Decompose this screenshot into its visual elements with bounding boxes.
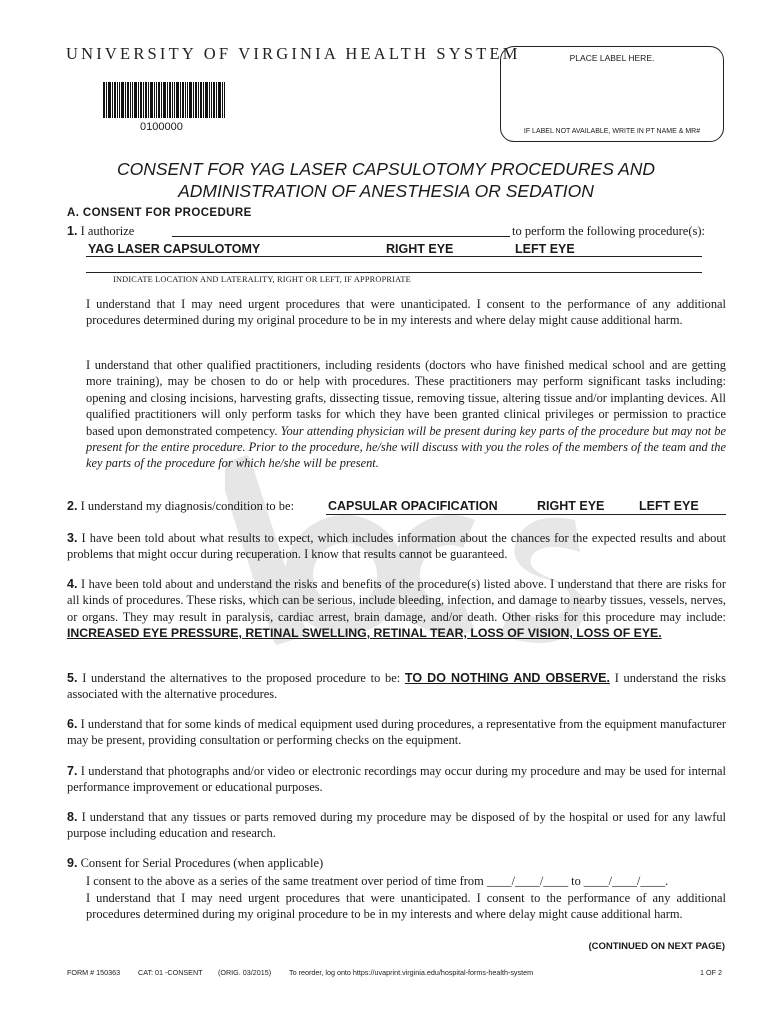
footer-origin-date: (ORIG. 03/2015) [218, 968, 272, 977]
diagnosis-value: CAPSULAR OPACIFICATION [328, 499, 498, 513]
item-7-text: I understand that photographs and/or video or electronic recordings may occur during my procedure and may be used for internal performance improvement or educational purposes. [67, 764, 726, 795]
item-4-text: I have been told about and understand the risks and benefits of the procedure(s) listed above. I understand that there are risks for all kinds of procedures. These risks, which can be serious, include bleeding, infection, and damage to nearby tissues, vessels, nerves, or organs. They may result in paralysis, cardiac arrest, brain damage, and/or death. Other risks for this procedure may include: [67, 577, 726, 624]
item-7-number: 7. [67, 764, 78, 778]
item-6-text: I understand that for some kinds of medical equipment used during procedures, a representative from the equipment manufacturer may be present, providing consultation or performing checks on the equipment. [67, 717, 726, 748]
barcode-image [103, 82, 225, 118]
procedure-name: YAG LASER CAPSULOTOMY [88, 242, 261, 256]
practitioners-paragraph [86, 357, 726, 472]
urgent-procedures-paragraph: I understand that I may need urgent procedures that were unanticipated. I consent to the performance of any additional procedures determined during my original procedure to be in my interests and where delay might cause additional harm. [86, 297, 726, 328]
item-6-paragraph [67, 716, 726, 749]
item-3-paragraph [67, 530, 726, 563]
item-2-text: I understand my diagnosis/condition to be: [80, 499, 295, 513]
attending-physician-text: Your attending physician will be present during key parts of the procedure but may not be present for the entire procedure. Prior to the procedure, he/she will discuss with you the roles of the members of the team and the key parts of the procedure for which he/she will be present. [86, 423, 726, 471]
item-9-heading-line [67, 856, 323, 871]
item-5-text-a: I understand the alternatives to the proposed procedure to be: [82, 671, 401, 685]
diagnosis-field[interactable] [326, 514, 726, 515]
item-2-line [67, 499, 294, 514]
item-4-risks: INCREASED EYE PRESSURE, RETINAL SWELLING, RETINAL TEAR, LOSS OF VISION, LOSS OF EYE. [67, 626, 662, 641]
item-5-number: 5. [67, 671, 78, 685]
item-1-prefix: I authorize [80, 224, 135, 238]
section-a-heading: A. CONSENT FOR PROCEDURE [67, 207, 252, 219]
item-8-text: I understand that any tissues or parts removed during my procedure may be disposed of by the hospital or used for any lawful purpose including education and research. [67, 810, 726, 841]
item-8-number: 8. [67, 810, 78, 824]
location-note: INDICATE LOCATION AND LATERALITY, RIGHT OR LEFT, IF APPROPRIATE [113, 275, 411, 284]
item-7-paragraph [67, 763, 726, 796]
item-4-number: 4. [67, 577, 78, 591]
footer-reorder-link[interactable]: To reorder, log onto https://uvaprint.virginia.edu/hospital-forms-health-system [289, 968, 534, 977]
continued-note: (CONTINUED ON NEXT PAGE) [588, 941, 725, 952]
procedure-right-eye: RIGHT EYE [386, 242, 454, 256]
label-box-alt-instruction: IF LABEL NOT AVAILABLE, WRITE IN PT NAME & MR# [523, 128, 701, 135]
procedure-left-eye: LEFT EYE [515, 242, 575, 256]
item-1-number: 1. [67, 224, 78, 238]
item-6-number: 6. [67, 717, 78, 731]
footer-form-number: FORM # 150363 [67, 968, 121, 977]
diagnosis-right-eye: RIGHT EYE [537, 499, 605, 513]
item-9-heading: Consent for Serial Procedures (when applicable) [80, 856, 324, 870]
item-2-number: 2. [67, 499, 78, 513]
label-box-instruction: PLACE LABEL HERE. [569, 53, 655, 63]
item-5-text-b: I understand the risks associated with the alternative procedures. [67, 671, 726, 702]
organization-name: UNIVERSITY OF VIRGINIA HEALTH SYSTEM [66, 44, 521, 63]
form-title [60, 158, 712, 202]
procedure-line-2[interactable] [86, 272, 702, 273]
barcode-number: 0100000 [140, 121, 183, 133]
item-5-paragraph [67, 670, 726, 703]
item-1-line [67, 224, 134, 239]
diagnosis-left-eye: LEFT EYE [639, 499, 699, 513]
procedure-line-1[interactable] [86, 256, 702, 257]
serial-procedure-dates[interactable]: I consent to the above as a series of the same treatment over period of time from ____/____/____ to ____/____/____. [86, 874, 669, 888]
patient-label-box[interactable] [500, 46, 724, 142]
item-1-suffix: to perform the following procedure(s): [512, 224, 705, 238]
item-8-paragraph [67, 809, 726, 842]
form-title-line-2: ADMINISTRATION OF ANESTHESIA OR SEDATION [178, 181, 594, 201]
item-9-paragraph: I understand that I may need urgent procedures that were unanticipated. I consent to the performance of any additional procedures determined during my original procedure to be in my interests and where delay might cause additional harm. [86, 891, 726, 922]
authorized-physician-field[interactable] [172, 236, 510, 237]
item-5-alternative: TO DO NOTHING AND OBSERVE. [404, 671, 610, 685]
practitioners-text: I understand that other qualified practitioners, including residents (doctors who have finished medical school and are getting more training), may be chosen to do or help with procedures. These practitioners may perform significant tasks including: opening and closing incisions, harvesting grafts, dissecting tissue, removing tissue, altering tissue and/or implanting devices. All qualified practitioners will only perform tasks for which they have been granted clinical privileges or permission to practice based upon demonstrated competency. [86, 358, 726, 438]
form-title-line-1: CONSENT FOR YAG LASER CAPSULOTOMY PROCEDURES AND [116, 159, 656, 179]
item-9-number: 9. [67, 856, 78, 870]
footer-category: CAT: 01 -CONSENT [138, 968, 203, 977]
item-3-text: I have been told about what results to expect, which includes information about the chances for the expected results and about problems that might occur during recuperation. I know that results cannot be guaranteed. [67, 531, 726, 562]
footer-page-number: 1 OF 2 [700, 968, 722, 977]
item-4-paragraph [67, 576, 726, 642]
item-3-number: 3. [67, 531, 78, 545]
